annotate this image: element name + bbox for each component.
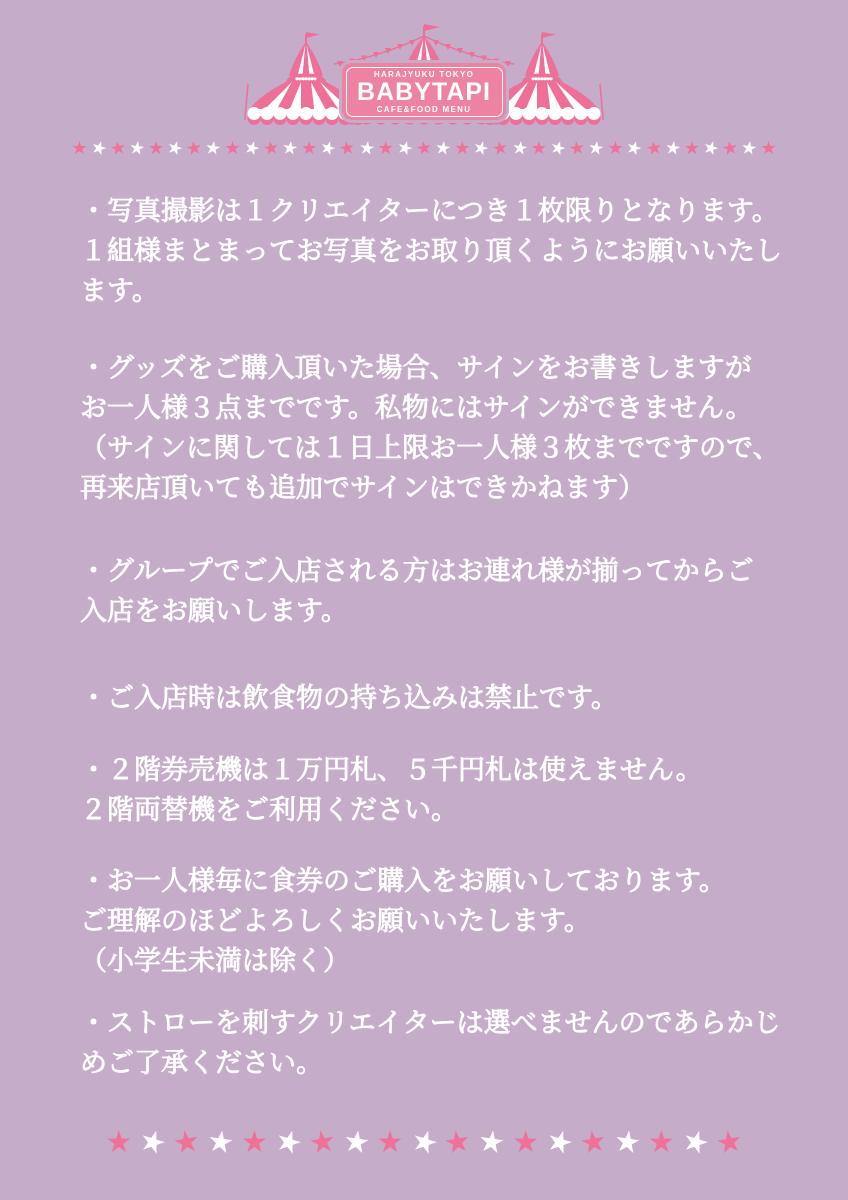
star-icon: ★ [542, 1122, 578, 1163]
notice-paragraph [80, 678, 790, 718]
star-icon: ★ [677, 1122, 714, 1163]
notice-list [80, 191, 790, 1083]
star-icon: ★ [224, 137, 241, 158]
notice-paragraph [80, 191, 790, 311]
notice-paragraph [80, 1003, 790, 1083]
notice-paragraph [80, 551, 790, 631]
star-icon: ★ [476, 1124, 508, 1161]
notice-line: ・お一人様毎に食券のご購入をお願いしております。 [80, 866, 726, 896]
star-icon: ★ [414, 136, 434, 159]
star-icon: ★ [135, 1122, 171, 1163]
star-icon: ★ [204, 136, 223, 159]
star-icon: ★ [261, 136, 281, 159]
notice-line: 再来店頂いても追加でサインはできかねます） [80, 473, 646, 503]
star-icon: ★ [170, 1124, 203, 1161]
star-icon: ★ [147, 137, 165, 158]
star-icon: ★ [108, 136, 128, 159]
notice-line: ご理解のほどよろしくお願いいたします。 [80, 906, 591, 936]
star-icon: ★ [301, 137, 318, 158]
star-icon: ★ [433, 136, 453, 159]
badge-tagline-top: HARAJYUKU TOKYO [373, 69, 475, 79]
notice-line: ・ストローを刺すクリエイターは選べませんのであらかじ [80, 1008, 781, 1038]
star-border-bottom [0, 1122, 848, 1163]
flag-icon [424, 24, 440, 31]
logo-badge [342, 63, 506, 120]
star-icon: ★ [512, 1126, 540, 1159]
star-icon: ★ [394, 135, 416, 160]
notice-line: 入店をお願いします。 [80, 596, 348, 626]
star-icon: ★ [337, 136, 357, 159]
star-icon: ★ [491, 136, 511, 159]
star-icon: ★ [105, 1126, 133, 1159]
star-icon: ★ [760, 137, 777, 158]
notice-line: ２階両替機をご利用ください。 [80, 795, 458, 825]
star-icon: ★ [406, 1122, 442, 1163]
star-icon: ★ [377, 137, 394, 158]
notice-line: ・グループでご入店される方はお連れ様が揃ってからご [80, 556, 754, 586]
star-icon: ★ [184, 136, 204, 159]
star-icon: ★ [530, 137, 547, 158]
star-icon: ★ [510, 136, 530, 159]
star-icon: ★ [441, 1124, 474, 1161]
star-icon: ★ [270, 1122, 307, 1163]
star-icon: ★ [205, 1124, 237, 1161]
notice-paragraph [80, 750, 790, 830]
star-icon: ★ [376, 1126, 404, 1159]
star-icon: ★ [739, 136, 759, 159]
star-icon: ★ [241, 1126, 268, 1159]
star-icon: ★ [713, 1124, 745, 1161]
star-icon: ★ [280, 136, 300, 159]
notice-line: ます。 [80, 276, 159, 306]
notice-line: めご了承ください。 [80, 1048, 323, 1078]
star-icon: ★ [644, 136, 664, 159]
star-icon: ★ [127, 136, 147, 159]
star-border-top [0, 136, 848, 159]
star-icon: ★ [164, 135, 186, 160]
star-icon: ★ [567, 136, 587, 159]
notice-line: ・２階券売機は１万円札、５千円札は使えません。 [80, 755, 703, 785]
star-icon: ★ [720, 136, 740, 159]
star-icon: ★ [663, 136, 683, 159]
notice-line: ・ご入店時は飲食物の持ち込みは禁止です。 [80, 683, 618, 713]
star-icon: ★ [586, 136, 606, 159]
notice-paragraph [80, 861, 790, 981]
star-icon: ★ [470, 135, 493, 160]
badge-tagline-bottom: CAFE&FOOD MENU [376, 104, 472, 114]
notice-line: （サインに関しては１日上限お一人様３枚までですので、 [80, 433, 780, 463]
logo [244, 22, 604, 127]
star-icon: ★ [647, 1126, 675, 1159]
star-icon: ★ [607, 137, 624, 158]
star-icon: ★ [683, 137, 701, 158]
flag-icon [542, 32, 556, 38]
notice-paragraph [80, 348, 790, 508]
star-icon: ★ [454, 137, 471, 158]
notice-line: お一人様３点までです。私物にはサインができません。 [80, 393, 753, 423]
poster [0, 22, 848, 1200]
star-icon: ★ [306, 1124, 339, 1161]
star-icon: ★ [577, 1124, 610, 1161]
star-icon: ★ [317, 135, 339, 160]
notice-line: ・写真撮影は１クリエイターにつき１枚限りとなります。 [80, 196, 779, 226]
notice-line: １組様まとまってお写真をお取り頂くようにお願いいたし [80, 236, 782, 266]
star-icon: ★ [340, 1124, 372, 1161]
star-icon: ★ [611, 1124, 644, 1161]
star-icon: ★ [547, 135, 569, 160]
star-icon: ★ [241, 135, 263, 160]
star-icon: ★ [623, 135, 646, 160]
flag-icon [306, 32, 320, 38]
star-icon: ★ [357, 136, 376, 159]
star-icon: ★ [87, 135, 110, 160]
notice-line: ・グッズをご購入頂いた場合、サインをお書きしますが [80, 353, 752, 383]
star-icon: ★ [700, 135, 722, 160]
notice-line: （小学生未満は除く） [80, 946, 350, 976]
star-icon: ★ [71, 137, 88, 158]
brand-title: BABYTAPI [357, 77, 491, 106]
